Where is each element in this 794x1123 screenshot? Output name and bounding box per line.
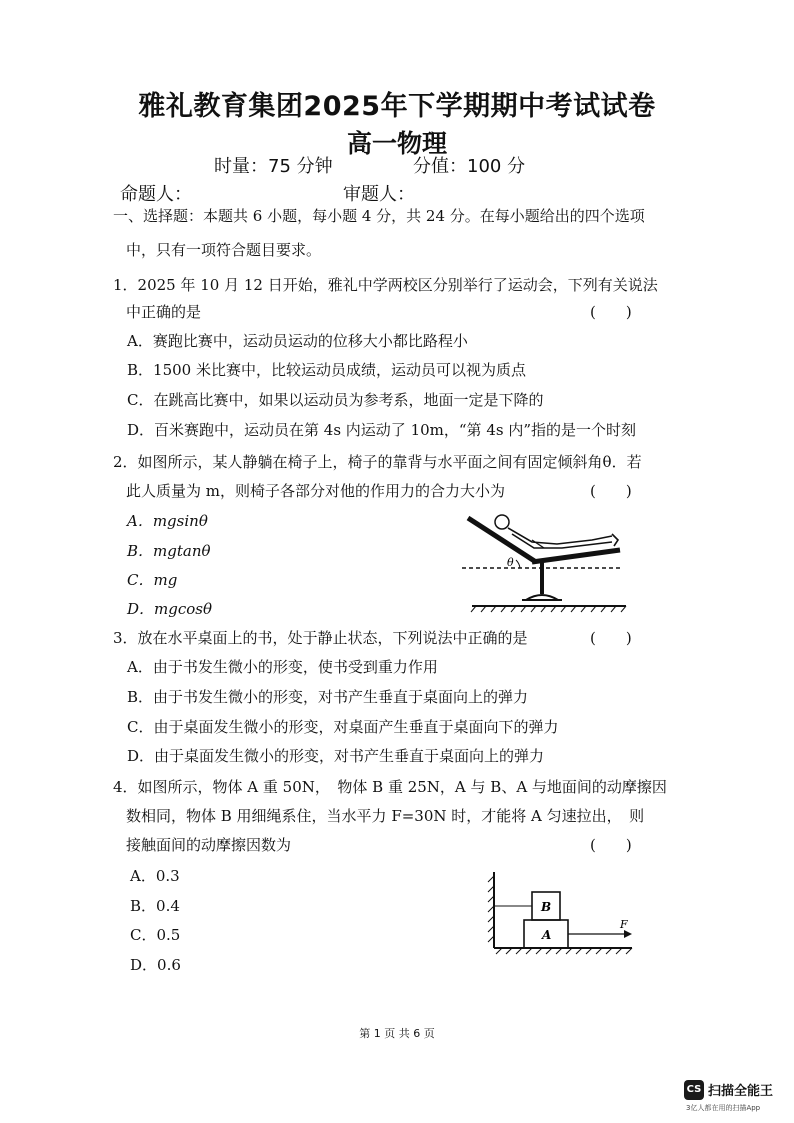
option-d: D．由于桌面发生微小的形变，对书产生垂直于桌面向上的弹力 xyxy=(127,747,545,765)
setter-label: 命题人： xyxy=(120,184,192,205)
question-stem-line1: 4．如图所示，物体 A 重 50N， 物体 B 重 25N，A 与 B、A 与地面间的动摩擦因 xyxy=(113,778,667,796)
question-stem-line1: 1．2025 年 10 月 12 日开始，雅礼中学两校区分别举行了运动会，下列有关说法 xyxy=(113,276,658,294)
option-a: A．mgsinθ xyxy=(127,512,208,530)
question-stem-line2: 此人质量为 m，则椅子各部分对他的作用力的合力大小为 xyxy=(126,482,505,500)
block-a-label: A xyxy=(542,928,552,942)
option-d: D．mgcosθ xyxy=(127,600,213,618)
blocks-friction-figure xyxy=(486,872,636,958)
answer-parentheses: ( ) xyxy=(590,629,632,647)
angle-theta-label: θ xyxy=(507,556,514,569)
scanner-logo: CS xyxy=(684,1080,704,1100)
option-b: B．由于书发生微小的形变，对书产生垂直于桌面向上的弹力 xyxy=(127,688,529,706)
option-b: B．mgtanθ xyxy=(127,542,211,560)
option-a: A．0.3 xyxy=(130,867,180,885)
question-stem-line1: 3．放在水平桌面上的书，处于静止状态，下列说法中正确的是 xyxy=(113,629,528,647)
section-instructions-line2: 中，只有一项符合题目要求。 xyxy=(126,241,322,259)
reviewer-label: 审题人： xyxy=(343,184,415,205)
option-b: B．0.4 xyxy=(130,897,180,915)
option-c: C．由于桌面发生微小的形变，对桌面产生垂直于桌面向下的弹力 xyxy=(127,718,559,736)
question-stem-line3: 接触面间的动摩擦因数为 xyxy=(126,836,292,854)
answer-parentheses: ( ) xyxy=(590,303,632,321)
time-limit: 时量：75 分钟 xyxy=(214,156,333,177)
option-a: A．由于书发生微小的形变，使书受到重力作用 xyxy=(127,658,438,676)
block-b-label: B xyxy=(541,900,552,914)
section-instructions-line1: 一、选择题：本题共 6 小题，每小题 4 分，共 24 分。在每小题给出的四个选项 xyxy=(113,207,645,225)
option-d: D．百米赛跑中，运动员在第 4s 内运动了 10m，“第 4s 内”指的是一个时刻 xyxy=(127,421,636,439)
force-f-label: F xyxy=(620,918,628,931)
answer-parentheses: ( ) xyxy=(590,482,632,500)
question-stem-line1: 2．如图所示，某人静躺在椅子上，椅子的靠背与水平面之间有固定倾斜角θ．若 xyxy=(113,453,642,471)
answer-parentheses: ( ) xyxy=(590,836,632,854)
option-a: A．赛跑比赛中，运动员运动的位移大小都比路程小 xyxy=(127,332,468,350)
option-c: C．mg xyxy=(127,571,178,589)
scanner-tagline: 3亿人都在用的扫描App xyxy=(686,1104,761,1112)
option-c: C．在跳高比赛中，如果以运动员为参考系，地面一定是下降的 xyxy=(127,391,544,409)
scanner-app-name: 扫描全能王 xyxy=(708,1084,774,1099)
subject-title: 高一物理 xyxy=(346,129,447,158)
question-stem-line2: 数相同，物体 B 用细绳系住，当水平力 F=30N 时，才能将 A 匀速拉出， 则 xyxy=(126,807,645,825)
option-c: C．0.5 xyxy=(130,926,181,944)
exam-title: 雅礼教育集团2025年下学期期中考试试卷 xyxy=(138,91,656,122)
question-stem-line2: 中正确的是 xyxy=(126,303,202,321)
option-d: D．0.6 xyxy=(130,956,181,974)
reclining-chair-figure xyxy=(462,500,632,618)
option-b: B．1500 米比赛中，比较运动员成绩，运动员可以视为质点 xyxy=(127,361,526,379)
total-score: 分值：100 分 xyxy=(413,156,526,177)
page-number: 第 1 页 共 6 页 xyxy=(359,1027,435,1040)
